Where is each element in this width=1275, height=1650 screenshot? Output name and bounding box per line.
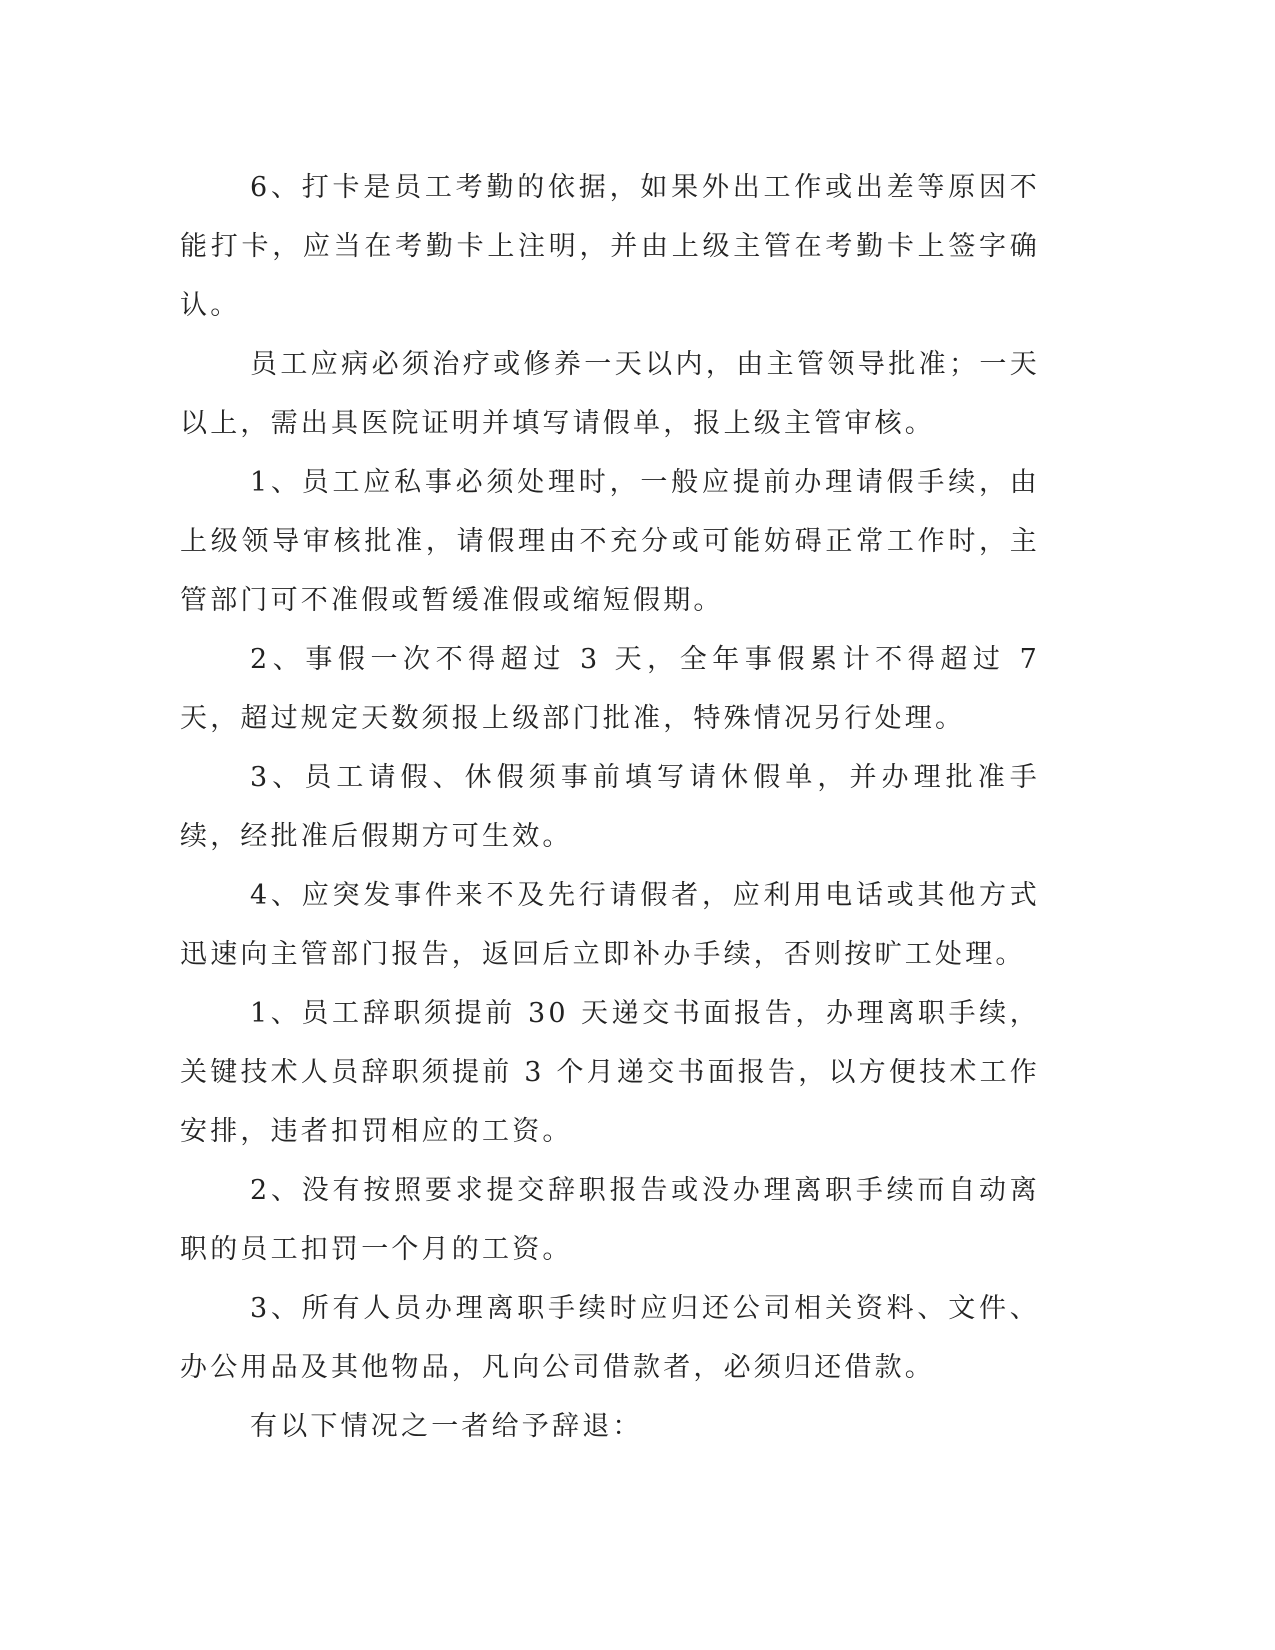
paragraph-personal-leave-request: 1、员工应私事必须处理时，一般应提前办理请假手续，由上级领导审核批准，请假理由不充分或可能妨碍正常工作时，主管部门可不准假或暂缓准假或缩短假期。 <box>180 467 1040 616</box>
paragraph-personal-leave-limit: 2、事假一次不得超过 3 天，全年事假累计不得超过 7 天，超过规定天数须报上级部门批准，特殊情况另行处理。 <box>180 644 1040 734</box>
paragraph-dismissal-intro: 有以下情况之一者给予辞退： <box>250 1411 643 1442</box>
paragraph-leave-form: 3、员工请假、休假须事前填写请休假单，并办理批准手续，经批准后假期方可生效。 <box>180 762 1040 852</box>
paragraph-return-property: 3、所有人员办理离职手续时应归还公司相关资料、文件、办公用品及其他物品，凡向公司借款者，必须归还借款。 <box>180 1293 1040 1383</box>
paragraph-sick-leave: 员工应病必须治疗或修养一天以内，由主管领导批准；一天以上，需出具医院证明并填写请假单，报上级主管审核。 <box>180 349 1040 439</box>
paragraph-emergency-leave: 4、应突发事件来不及先行请假者，应利用电话或其他方式迅速向主管部门报告，返回后立即补办手续，否则按旷工处理。 <box>180 880 1040 970</box>
document-body <box>180 158 1040 1456</box>
paragraph-unauthorized-departure: 2、没有按照要求提交辞职报告或没办理离职手续而自动离职的员工扣罚一个月的工资。 <box>180 1175 1040 1265</box>
paragraph-resignation-notice: 1、员工辞职须提前 30 天递交书面报告，办理离职手续，关键技术人员辞职须提前 3 个月递交书面报告，以方便技术工作安排，违者扣罚相应的工资。 <box>180 998 1040 1147</box>
paragraph-attendance-card: 6、打卡是员工考勤的依据，如果外出工作或出差等原因不能打卡，应当在考勤卡上注明，并由上级主管在考勤卡上签字确认。 <box>180 172 1040 321</box>
